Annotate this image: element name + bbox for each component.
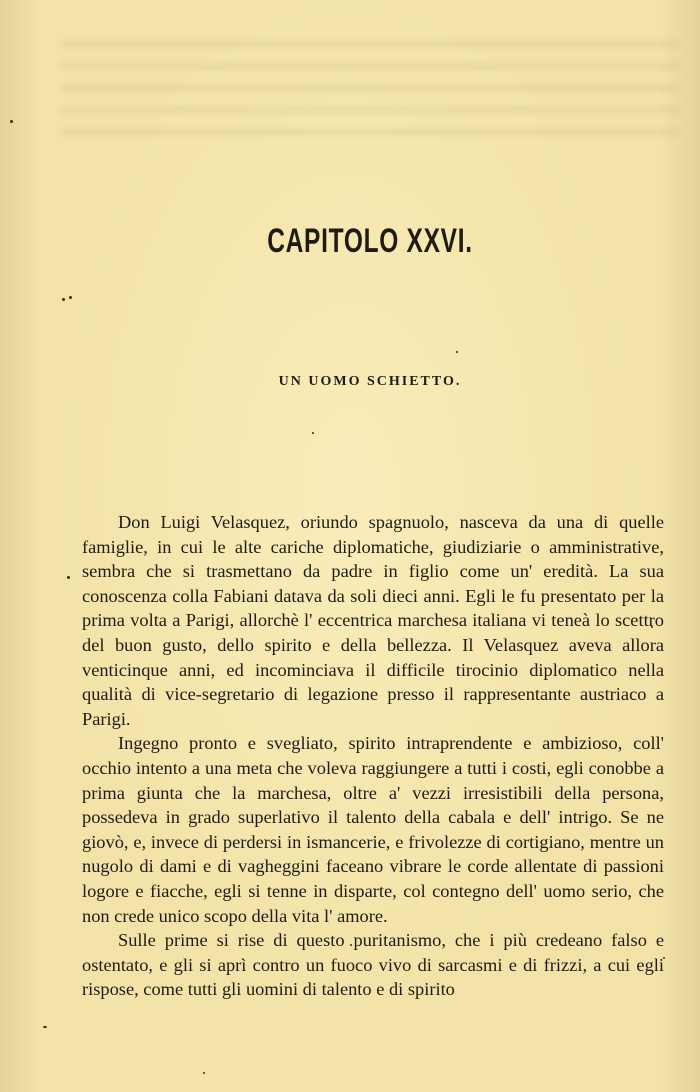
chapter-subtitle: UN UOMO SCHIETTO. [278,374,462,389]
chapter-title: CAPITOLO XXVI. [267,222,473,260]
paragraph: Ingegno pronto e svegliato, spirito intraprendente e ambizioso, coll' occhio intento a una meta che voleva raggiungere a tutti i costi, egli conobbe a prima giunta che la marchesa, oltre a' vezzi irresistibili della persona, possedeva in grado superlativo il talento della cabala e dell' intrigo. Se ne giovò, e, invece di perdersi in ismancerie, e frivolezze di cortigiano, mentre un nugolo di dami e di vagheggini faceano vibrare le corde allentate di passioni logore e fiacche, egli si tenne in disparte, col contegno dell' uomo serio, che non crede unico scopo della vita l' amore. [82,733,664,926]
paragraph: Sulle prime si rise di questo puritanismo, che i più credeano falso e ostentato, e gli si aprì contro un fuoco vivo di sarcasmi e di frizzi, a cui egli rispose, come tutti gli uomini di talento e di spirito [82,930,664,1000]
paragraph: Don Luigi Velasquez, oriundo spagnuolo, nasceva da una di quelle famiglie, in cui le alte cariche diplomatiche, giudiziarie o amministrative, sembra che si trasmettano da padre in figlio come un' eredità. La sua conoscenza colla Fabiani datava da soli dieci anni. Egli le fu presentato per la prima volta a Parigi, allorchè l' eccentrica marchesa italiana vi teneà lo scettro del buon gusto, dello spirito e della bellezza. Il Velasquez aveva allora venticinque anni, ed incominciava il difficile tirocinio diplomatico nella qualità di vice-segretario di legazione presso il rappresentante austriaco a Parigi. [82,512,664,729]
body-text [82,510,664,1002]
bleed-through-text [60,40,680,150]
